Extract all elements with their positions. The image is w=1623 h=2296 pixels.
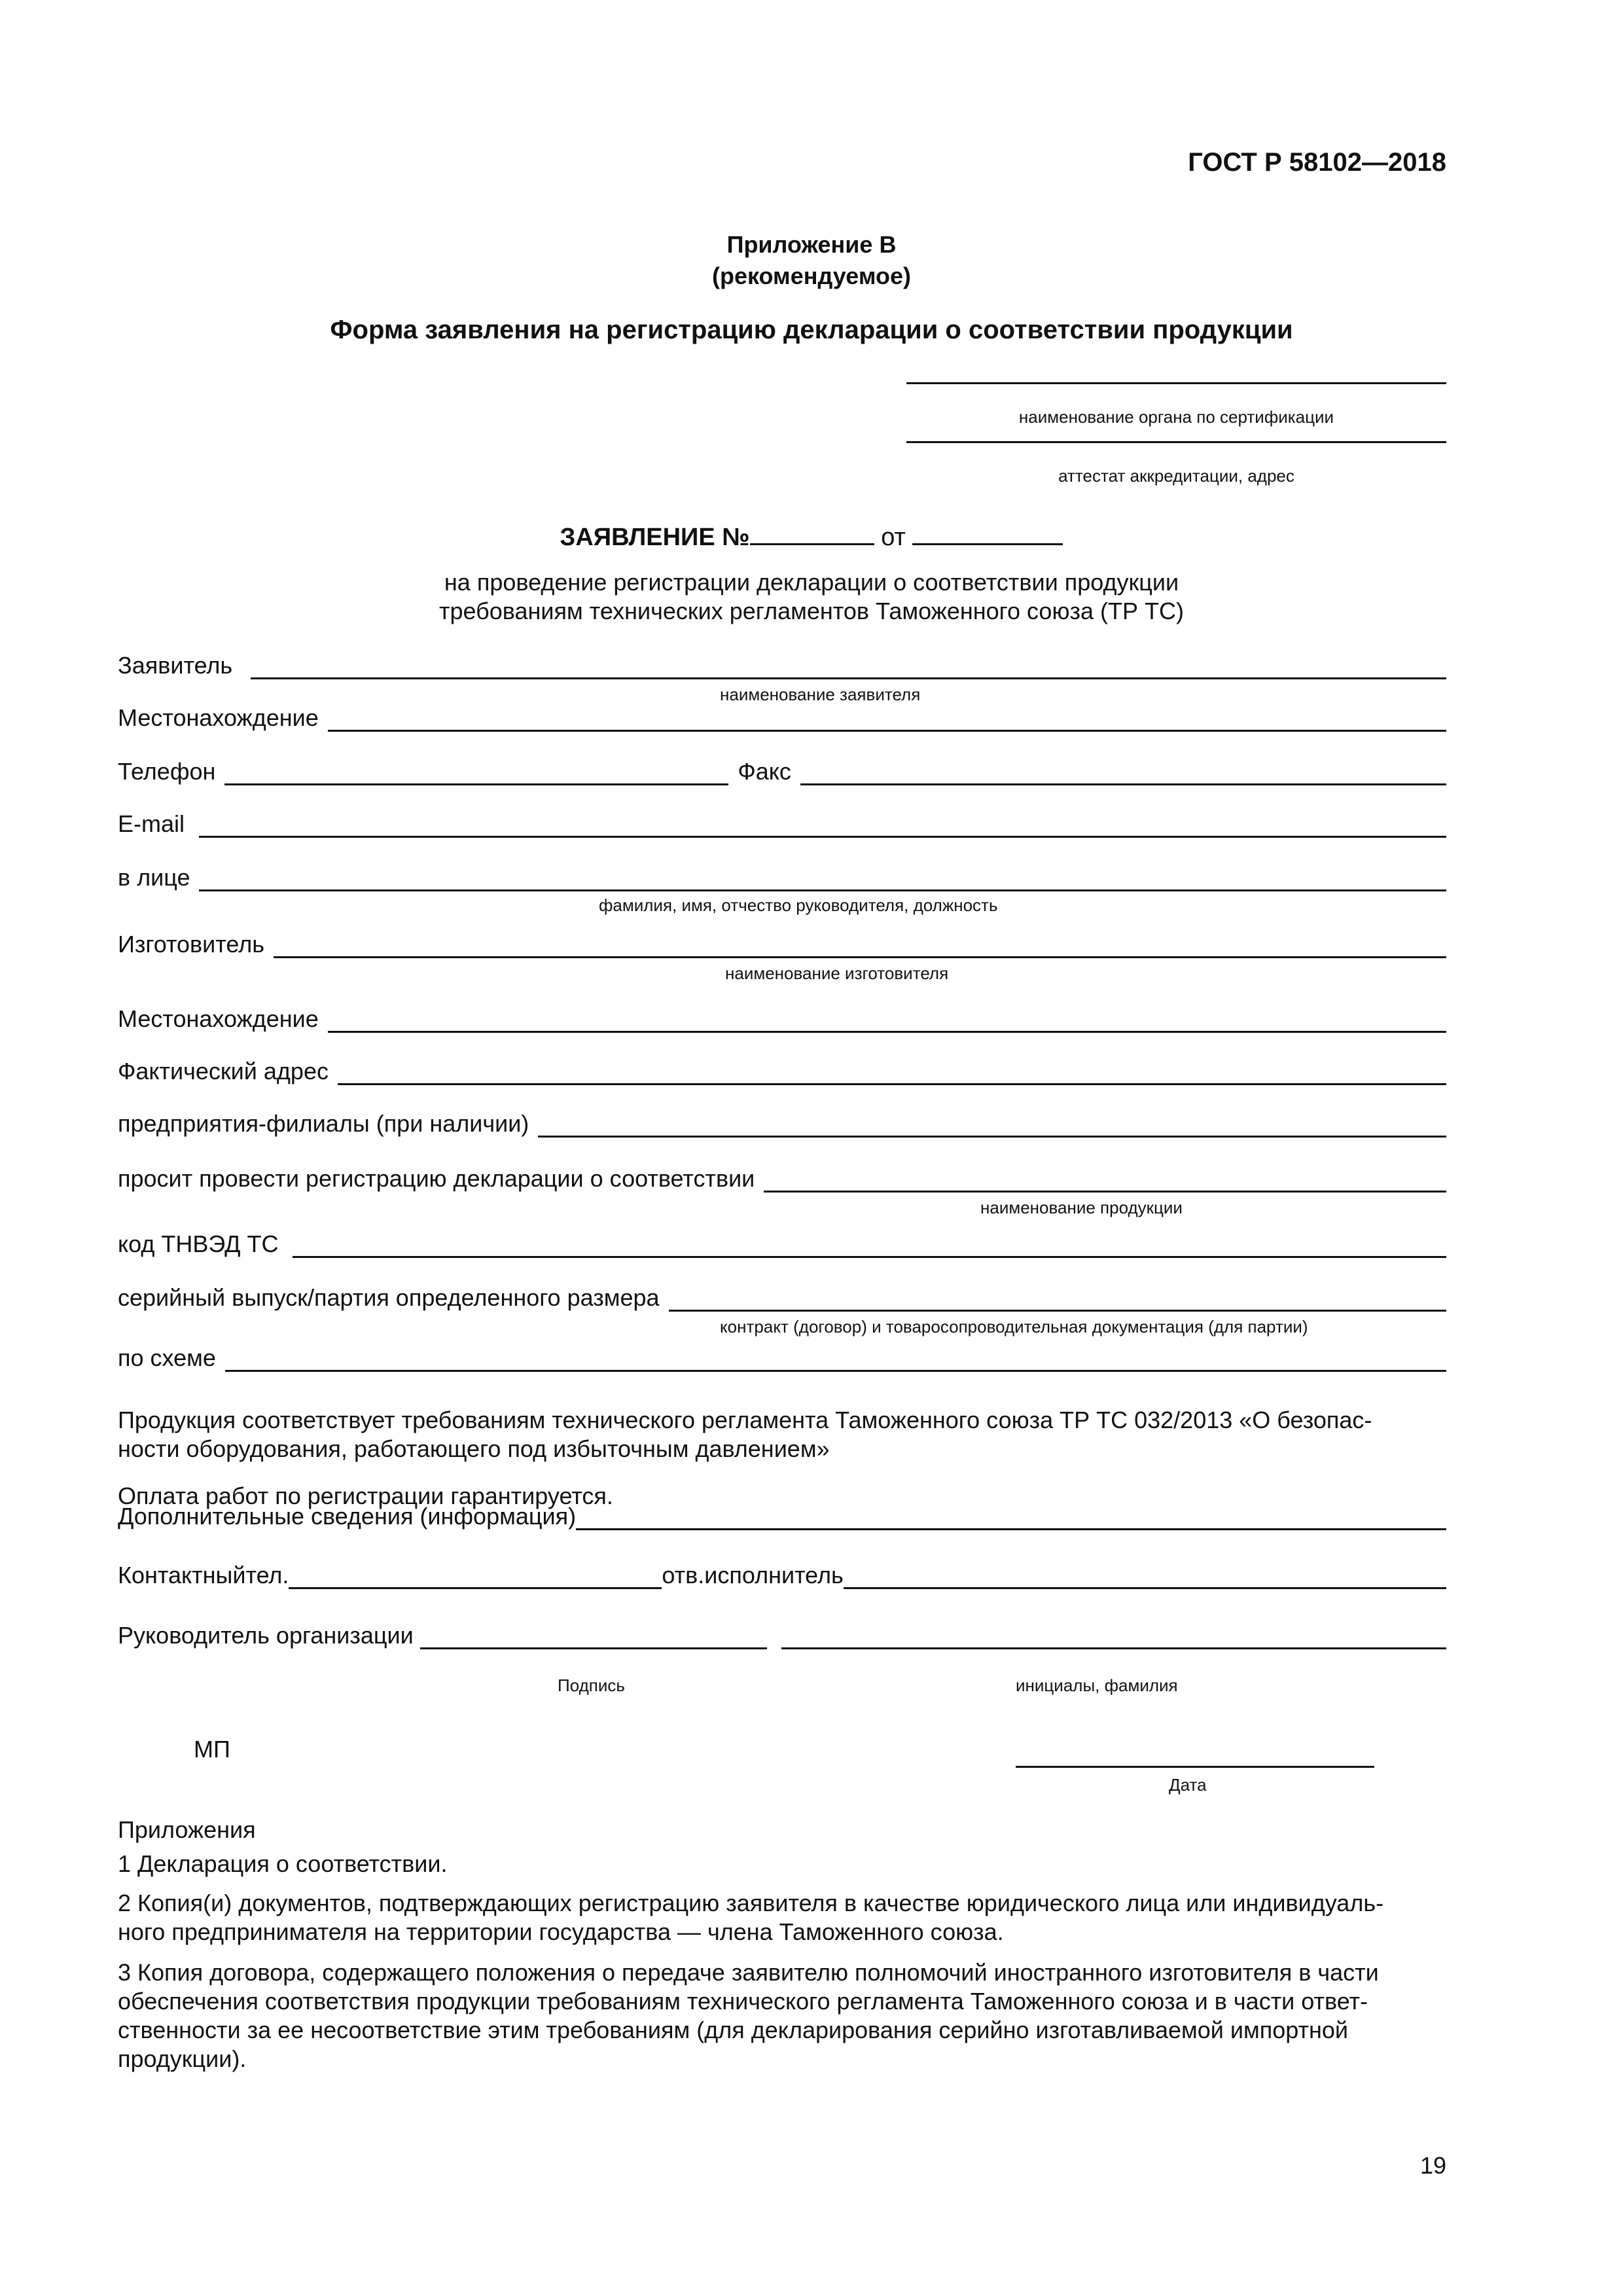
statement-sub-line2: требованиям технических регламентов Таможенного союза (ТР ТС) bbox=[439, 598, 1184, 624]
accreditation-line[interactable] bbox=[906, 441, 1446, 443]
actual-address-label: Фактический адрес bbox=[118, 1058, 329, 1085]
serial-row bbox=[118, 1284, 1446, 1312]
tnved-row bbox=[118, 1230, 1446, 1258]
form-title: Форма заявления на регистрацию декларации о соответствии продукции bbox=[330, 315, 1293, 344]
attachments-block bbox=[118, 1813, 1446, 1881]
represented-row bbox=[118, 864, 1446, 891]
actual-address-field[interactable] bbox=[338, 1061, 1446, 1085]
attachment-item-3-line4: продукции). bbox=[118, 2045, 247, 2072]
attachment-item-3-line2: обеспечения соответствия продукции требованиям технического регламента Таможенного союза и в части ответ- bbox=[118, 1988, 1368, 2015]
certification-body-line[interactable] bbox=[906, 382, 1446, 384]
statement-number-field[interactable] bbox=[750, 524, 874, 545]
attachment-item-3 bbox=[118, 1958, 1446, 2073]
contact-row bbox=[118, 1562, 1446, 1589]
attachment-item-1: 1 Декларация о соответствии. bbox=[118, 1850, 448, 1877]
additional-row bbox=[118, 1503, 1446, 1530]
request-label: просит провести регистрацию декларации о соответствии bbox=[118, 1165, 755, 1192]
head-name-caption: инициалы, фамилия bbox=[1016, 1676, 1178, 1695]
phone-fax-row bbox=[118, 758, 1446, 785]
date-caption: Дата bbox=[1169, 1775, 1207, 1795]
attachment-item-2-line2: ного предпринимателя на территории государства — члена Таможенного союза. bbox=[118, 1918, 1004, 1945]
appendix-label: Приложение В bbox=[726, 231, 897, 258]
location-field[interactable] bbox=[328, 708, 1446, 732]
attachment-item-3-line3: ственности за ее несоответствие этим требованиям (для декларирования серийно изготавливаемой импортной bbox=[118, 2017, 1349, 2043]
appendix-heading bbox=[0, 229, 1623, 292]
phone-field[interactable] bbox=[224, 761, 728, 785]
additional-label: Дополнительные сведения (информация) bbox=[118, 1503, 577, 1530]
signature-field[interactable] bbox=[420, 1625, 767, 1649]
location2-row bbox=[118, 1005, 1446, 1033]
request-row bbox=[118, 1165, 1446, 1193]
serial-label: серийный выпуск/партия определенного размера bbox=[118, 1284, 660, 1311]
location2-label: Местонахождение bbox=[118, 1005, 319, 1032]
email-label: E-mail bbox=[118, 810, 185, 837]
attachment-item-2 bbox=[118, 1889, 1446, 1946]
applicant-caption: наименование заявителя bbox=[720, 685, 921, 704]
actual-address-row bbox=[118, 1058, 1446, 1085]
contact-label: Контактныйтел. bbox=[118, 1562, 289, 1588]
product-caption: наименование продукции bbox=[980, 1198, 1183, 1217]
location-row bbox=[118, 704, 1446, 732]
location-label: Местонахождение bbox=[118, 704, 319, 731]
branches-row bbox=[118, 1110, 1446, 1138]
accreditation-caption: аттестат аккредитации, адрес bbox=[1058, 466, 1294, 486]
tnved-field[interactable] bbox=[293, 1234, 1446, 1258]
manufacturer-label: Изготовитель bbox=[118, 931, 264, 958]
statement-date-field[interactable] bbox=[912, 524, 1063, 545]
manufacturer-field[interactable] bbox=[274, 934, 1446, 958]
manufacturer-caption: наименование изготовителя bbox=[725, 963, 949, 983]
additional-field[interactable] bbox=[576, 1506, 1446, 1530]
applicant-row bbox=[118, 652, 1446, 679]
date-field[interactable] bbox=[1016, 1766, 1374, 1768]
represented-label: в лице bbox=[118, 864, 190, 891]
location2-field[interactable] bbox=[328, 1009, 1446, 1033]
head-name-field[interactable] bbox=[781, 1625, 1446, 1649]
product-field[interactable] bbox=[764, 1168, 1446, 1193]
tnved-label: код ТНВЭД ТС bbox=[118, 1230, 279, 1257]
fax-label: Факс bbox=[738, 758, 791, 785]
contact-phone-field[interactable] bbox=[289, 1565, 662, 1589]
serial-caption: контракт (договор) и товаросопроводительная документация (для партии) bbox=[720, 1317, 1308, 1336]
applicant-label: Заявитель bbox=[118, 652, 233, 679]
branches-label: предприятия-филиалы (при наличии) bbox=[118, 1110, 529, 1137]
statement-subtitle bbox=[0, 568, 1623, 626]
payment-text: Оплата работ по регистрации гарантируется. bbox=[118, 1482, 613, 1509]
stamp-label: МП bbox=[194, 1736, 230, 1763]
compliance-text bbox=[118, 1406, 1446, 1463]
compliance-line1: Продукция соответствует требованиям технического регламента Таможенного союза ТР ТС 032/2013 «О безопас- bbox=[118, 1407, 1372, 1433]
manufacturer-row bbox=[118, 931, 1446, 958]
head-row bbox=[118, 1622, 1446, 1649]
certification-body-caption: наименование органа по сертификации bbox=[1018, 407, 1334, 427]
attachment-item-2-line1: 2 Копия(и) документов, подтверждающих регистрацию заявителя в качестве юридического лица или индивидуаль- bbox=[118, 1890, 1384, 1916]
represented-caption: фамилия, имя, отчество руководителя, должность bbox=[599, 895, 998, 915]
applicant-field[interactable] bbox=[251, 655, 1446, 679]
phone-label: Телефон bbox=[118, 758, 216, 785]
scheme-label: по схеме bbox=[118, 1344, 216, 1371]
document-id: ГОСТ Р 58102—2018 bbox=[1188, 148, 1446, 177]
branches-field[interactable] bbox=[538, 1113, 1446, 1138]
statement-title bbox=[0, 524, 1623, 552]
page-number: 19 bbox=[1419, 2152, 1446, 2179]
statement-sub-line1: на проведение регистрации декларации о соответствии продукции bbox=[444, 569, 1179, 596]
attachment-item-3-line1: 3 Копия договора, содержащего положения о передаче заявителю полномочий иностранного изготовителя в части bbox=[118, 1959, 1379, 1986]
scheme-row bbox=[118, 1344, 1446, 1372]
executor-label: отв.исполнитель bbox=[662, 1562, 844, 1588]
executor-field[interactable] bbox=[844, 1565, 1446, 1589]
email-row bbox=[118, 810, 1446, 838]
email-field[interactable] bbox=[199, 814, 1446, 838]
attachments-title: Приложения bbox=[118, 1816, 256, 1843]
scheme-field[interactable] bbox=[225, 1348, 1446, 1372]
represented-field[interactable] bbox=[199, 867, 1446, 891]
serial-field[interactable] bbox=[669, 1287, 1446, 1312]
statement-from-label: от bbox=[881, 524, 906, 551]
appendix-status: (рекомендуемое) bbox=[712, 262, 911, 289]
signature-caption: Подпись bbox=[558, 1676, 625, 1695]
head-label: Руководитель организации bbox=[118, 1622, 414, 1649]
fax-field[interactable] bbox=[800, 761, 1446, 785]
statement-label: ЗАЯВЛЕНИЕ № bbox=[560, 524, 750, 551]
compliance-line2: ности оборудования, работающего под избыточным давлением» bbox=[118, 1435, 830, 1462]
